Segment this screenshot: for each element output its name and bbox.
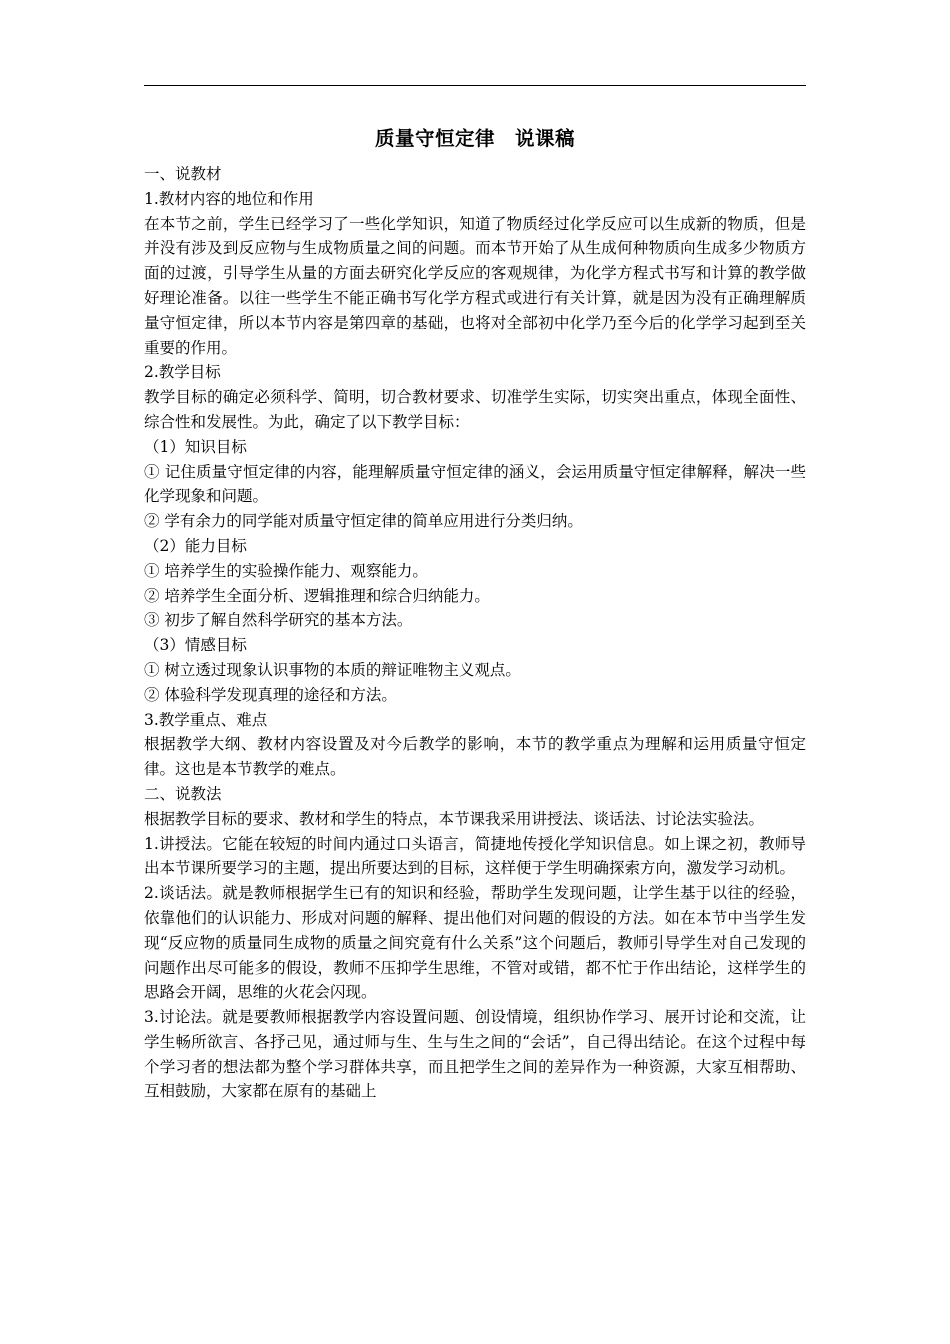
paragraph: 根据教学大纲、教材内容设置及对今后教学的影响，本节的教学重点为理解和运用质量守恒定律。这也是本节教学的难点。	[144, 735, 806, 779]
section-heading: 二、说教法	[144, 784, 222, 803]
document-body	[144, 124, 806, 1104]
paragraph: 根据教学目标的要求、教材和学生的特点，本节课我采用讲授法、谈话法、讨论法实验法。	[144, 809, 765, 828]
list-heading: （1）知识目标	[144, 437, 247, 456]
list-item: ① 培养学生的实验操作能力、观察能力。	[144, 561, 428, 580]
list-item: ② 培养学生全面分析、逻辑推理和综合归纳能力。	[144, 586, 490, 605]
paragraph: 2.谈话法。就是教师根据学生已有的知识和经验，帮助学生发现问题，让学生基于以往的经验，依靠他们的认识能力、形成对问题的解释、提出他们对问题的假设的方法。如在本节中当学生发现“反应物的质量同生成物的质量之间究竟有什么关系”这个问题后，教师引导学生对自己发现的问题作出尽可能多的假设，教师不压抑学生思维，不管对或错，都不忙于作出结论，这样学生的思路会开阔，思维的火花会闪现。	[144, 884, 806, 1002]
paragraph: 3.讨论法。就是要教师根据教学内容设置问题、创设情境，组织协作学习、展开讨论和交流，让学生畅所欲言、各抒己见，通过师与生、生与生之间的“会话”，自己得出结论。在这个过程中每个学习者的想法都为整个学习群体共享，而且把学生之间的差异作为一种资源，大家互相帮助、互相鼓励，大家都在原有的基础上	[144, 1008, 806, 1101]
subsection-heading: 1.教材内容的地位和作用	[144, 189, 314, 208]
paragraph: 教学目标的确定必须科学、简明，切合教材要求、切准学生实际，切实突出重点，体现全面性、综合性和发展性。为此，确定了以下教学目标：	[144, 388, 806, 431]
document-title: 质量守恒定律 说课稿	[374, 127, 575, 150]
list-heading: （2）能力目标	[144, 536, 247, 555]
list-heading: （3）情感目标	[144, 636, 247, 655]
list-item: ① 记住质量守恒定律的内容，能理解质量守恒定律的涵义，会运用质量守恒定律解释，解决一些化学现象和问题。	[144, 462, 806, 506]
section-heading: 一、说教材	[144, 165, 222, 183]
paragraph: 在本节之前，学生已经学习了一些化学知识，知道了物质经过化学反应可以生成新的物质，但是并没有涉及到反应物与生成物质量之间的问题。而本节开始了从生成何种物质向生成多少物质方面的过渡，引导学生从量的方面去研究化学反应的客观规律，为化学方程式书写和计算的教学做好理论准备。以往一些学生不能正确书写化学方程式或进行有关计算，就是因为没有正确理解质量守恒定律，所以本节内容是第四章的基础，也将对全部初中化学乃至今后的化学学习起到至关重要的作用。	[144, 214, 806, 357]
list-item: ③ 初步了解自然科学研究的基本方法。	[144, 611, 413, 630]
list-item: ② 体验科学发现真理的途径和方法。	[144, 685, 397, 704]
list-item: ① 树立透过现象认识事物的本质的辩证唯物主义观点。	[144, 660, 521, 679]
paragraph: 1.讲授法。它能在较短的时间内通过口头语言，简捷地传授化学知识信息。如上课之初，教师导出本节课所要学习的主题，提出所要达到的目标，这样便于学生明确探索方向，激发学习动机。	[144, 834, 806, 878]
subsection-heading: 2.教学目标	[144, 363, 221, 382]
list-item: ② 学有余力的同学能对质量守恒定律的简单应用进行分类归纳。	[144, 512, 583, 531]
header-rule	[144, 85, 806, 86]
subsection-heading: 3.教学重点、难点	[144, 710, 268, 729]
